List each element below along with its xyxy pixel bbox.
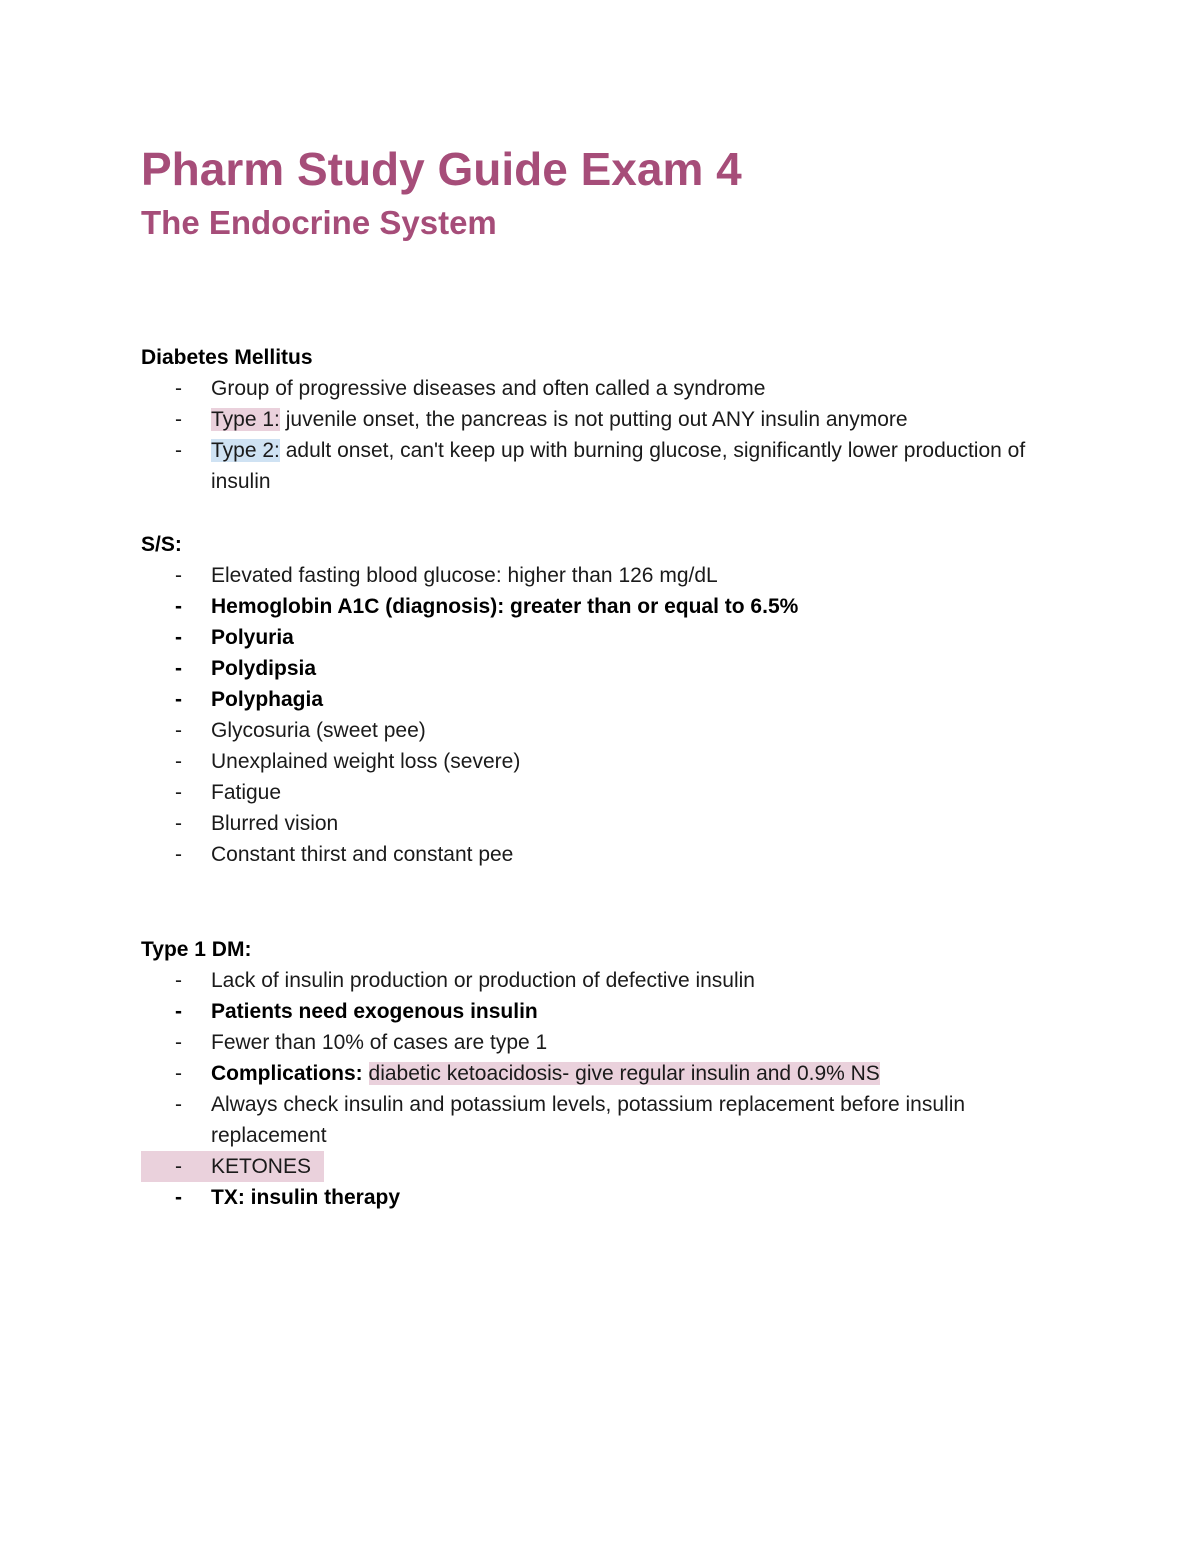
bullet-dash: - bbox=[175, 1186, 182, 1209]
section-type1-dm bbox=[141, 934, 1071, 1213]
section-heading: Diabetes Mellitus bbox=[141, 346, 313, 369]
list-item bbox=[141, 777, 1071, 808]
list-item bbox=[141, 404, 1071, 435]
bullet-dash: - bbox=[175, 1155, 182, 1178]
list-item-text: juvenile onset, the pancreas is not putting out ANY insulin anymore bbox=[279, 408, 908, 431]
document-page bbox=[141, 140, 1071, 1209]
list-item bbox=[141, 746, 1071, 777]
bullet-dash: - bbox=[175, 1031, 182, 1054]
list-item-text: Unexplained weight loss (severe) bbox=[211, 750, 521, 773]
list-item-text: TX: insulin therapy bbox=[211, 1186, 401, 1209]
list-item-text: Blurred vision bbox=[211, 812, 339, 835]
list-item bbox=[141, 1182, 1071, 1213]
list-item bbox=[141, 591, 1071, 622]
bullet-dash: - bbox=[175, 1062, 182, 1085]
list-item-text: Polyuria bbox=[211, 626, 294, 649]
bullet-dash: - bbox=[175, 812, 182, 835]
list-item bbox=[141, 1089, 1071, 1151]
list-item-text: KETONES bbox=[211, 1155, 311, 1178]
bullet-dash: - bbox=[175, 750, 182, 773]
list-item bbox=[141, 560, 1071, 591]
bullet-list bbox=[141, 965, 1071, 1213]
bullet-dash: - bbox=[175, 719, 182, 742]
list-item bbox=[141, 1027, 1071, 1058]
list-item-highlighted bbox=[141, 1151, 1071, 1182]
bullet-dash: - bbox=[175, 781, 182, 804]
list-item bbox=[141, 839, 1071, 870]
list-item bbox=[141, 373, 1071, 404]
list-item-text: Fewer than 10% of cases are type 1 bbox=[211, 1031, 548, 1054]
page-title: Pharm Study Guide Exam 4 bbox=[141, 143, 742, 195]
list-item-text: Group of progressive diseases and often called a syndrome bbox=[211, 377, 766, 400]
page-subtitle: The Endocrine System bbox=[141, 204, 497, 241]
list-item bbox=[141, 653, 1071, 684]
bullet-list bbox=[141, 560, 1071, 870]
list-item bbox=[141, 684, 1071, 715]
bullet-dash: - bbox=[175, 439, 182, 462]
list-item bbox=[141, 1058, 1071, 1089]
bullet-dash: - bbox=[175, 408, 182, 431]
list-item bbox=[141, 715, 1071, 746]
bullet-dash: - bbox=[175, 843, 182, 866]
list-item-text: Hemoglobin A1C (diagnosis): greater than or equal to 6.5% bbox=[211, 595, 799, 618]
section-diabetes-mellitus bbox=[141, 342, 1071, 497]
list-item-text: Elevated fasting blood glucose: higher than 126 mg/dL bbox=[211, 564, 718, 587]
section-signs-symptoms bbox=[141, 529, 1071, 870]
bullet-dash: - bbox=[175, 377, 182, 400]
highlighted-label: Type 2: bbox=[211, 439, 280, 462]
bullet-dash: - bbox=[175, 1000, 182, 1023]
list-item-text: Always check insulin and potassium levels, potassium replacement before insulin replacement bbox=[211, 1093, 966, 1147]
list-item bbox=[141, 996, 1071, 1027]
list-item-text: Polyphagia bbox=[211, 688, 324, 711]
bullet-dash: - bbox=[175, 626, 182, 649]
bullet-dash: - bbox=[175, 657, 182, 680]
bold-label: Complications: bbox=[211, 1062, 363, 1085]
list-item-text: Polydipsia bbox=[211, 657, 317, 680]
bullet-list bbox=[141, 373, 1071, 497]
bullet-dash: - bbox=[175, 564, 182, 587]
list-item-text: Patients need exogenous insulin bbox=[211, 1000, 538, 1023]
list-item-text: Constant thirst and constant pee bbox=[211, 843, 514, 866]
list-item-text: Lack of insulin production or production of defective insulin bbox=[211, 969, 755, 992]
bullet-dash: - bbox=[175, 1093, 182, 1116]
list-item-text: Fatigue bbox=[211, 781, 282, 804]
list-item bbox=[141, 622, 1071, 653]
list-item-text: Glycosuria (sweet pee) bbox=[211, 719, 426, 742]
list-item-text: adult onset, can't keep up with burning glucose, significantly lower production of insulin bbox=[211, 439, 1026, 493]
section-heading: S/S: bbox=[141, 533, 182, 556]
bullet-dash: - bbox=[175, 595, 182, 618]
bullet-dash: - bbox=[175, 688, 182, 711]
list-item bbox=[141, 435, 1071, 497]
list-item bbox=[141, 965, 1071, 996]
list-item bbox=[141, 808, 1071, 839]
highlighted-label: Type 1: bbox=[211, 408, 280, 431]
highlighted-text: diabetic ketoacidosis- give regular insulin and 0.9% NS bbox=[368, 1062, 880, 1085]
section-heading: Type 1 DM: bbox=[141, 938, 252, 961]
bullet-dash: - bbox=[175, 969, 182, 992]
